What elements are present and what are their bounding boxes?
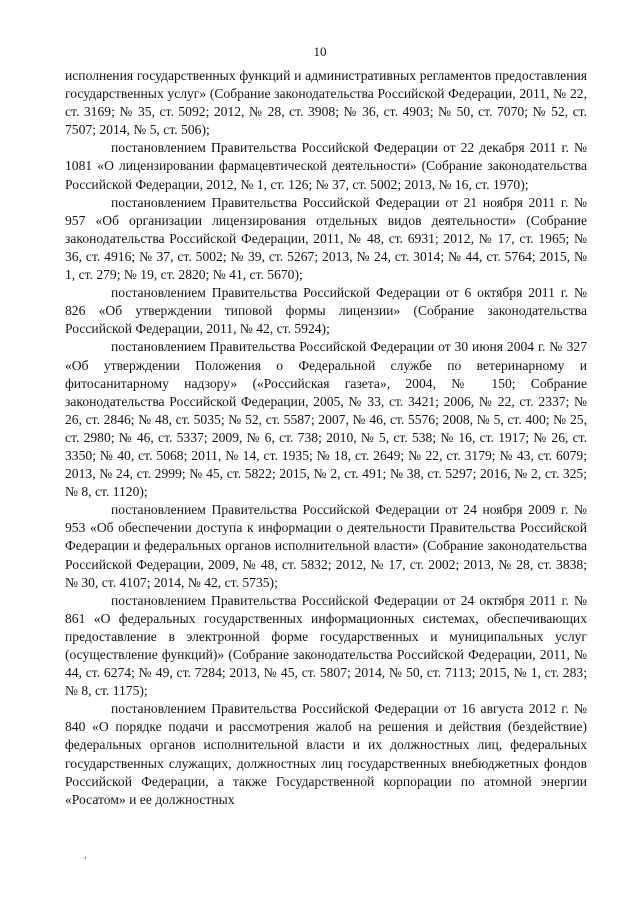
scan-speck <box>85 857 86 859</box>
paragraph-decree-1081: постановлением Правительства Российской Федерации от 22 декабря 2011 г. № 1081 «О лицензировании фармацевтической деятельности» (Собрание законодательства Российской Федерации, 2012, № 1, ст. 126; № 37, ст. 5002; 2013, № 16, ст. 1970); <box>65 140 587 192</box>
document-body <box>65 67 587 809</box>
paragraph-decree-861: постановлением Правительства Российской Федерации от 24 октября 2011 г. № 861 «О федеральных государственных информационных системах, обеспечивающих предоставление в электронной форме государственных и муниципальных услуг (осуществление функций)» (Собрание законодательства Российской Федерации, 2011, № 44, ст. 6274; № 49, ст. 7284; 2013, № 45, ст. 5807; 2014, № 50, ст. 7113; 2015, № 1, ст. 283; № 8, ст. 1175); <box>65 592 587 699</box>
paragraph-decree-957: постановлением Правительства Российской Федерации от 21 ноября 2011 г. № 957 «Об организации лицензирования отдельных видов деятельности» (Собрание законодательства Российской Федерации, 2011, № 48, ст. 6931; 2012, № 17, ст. 1965; № 36, ст. 4916; № 37, ст. 5002; № 39, ст. 5267; 2013, № 24, ст. 3014; № 44, ст. 5764; 2015, № 1, ст. 279; № 19, ст. 2820; № 41, ст. 5670); <box>65 194 587 283</box>
paragraph-decree-840: постановлением Правительства Российской Федерации от 16 августа 2012 г. № 840 «О порядке подачи и рассмотрения жалоб на решения и действия (бездействие) федеральных органов исполнительной власти и их должностных лиц, федеральных государственных служащих, должностных лиц государственных внебюджетных фондов Российской Федерации, а также Государственной корпорации по атомной энергии «Росатом» и ее должностных <box>65 701 587 807</box>
page-number: 10 <box>313 44 327 59</box>
paragraph-decree-953: постановлением Правительства Российской Федерации от 24 ноября 2009 г. № 953 «Об обеспечении доступа к информации о деятельности Правительства Российской Федерации и федеральных органов исполнительной власти» (Собрание законодательства Российской Федерации, 2009, № 48, ст. 5832; 2012, № 17, ст. 2002; 2013, № 28, ст. 3838; № 30, ст. 4107; 2014, № 42, ст. 5735); <box>65 502 587 590</box>
paragraph-decree-826: постановлением Правительства Российской Федерации от 6 октября 2011 г. № 826 «Об утверждении типовой формы лицензии» (Собрание законодательства Российской Федерации, 2011, № 42, ст. 5924); <box>65 285 587 337</box>
paragraph-continuation: исполнения государственных функций и административных регламентов предоставления государственных услуг» (Собрание законодательства Российской Федерации, 2011, № 22, ст. 3169; № 35, ст. 5092; 2012, № 28, ст. 3908; № 36, ст. 4903; № 50, ст. 7070; № 52, ст. 7507; 2014, № 5, ст. 506); <box>65 68 587 138</box>
paragraph-decree-327: постановлением Правительства Российской Федерации от 30 июня 2004 г. № 327 «Об утверждении Положения о Федеральной службе по ветеринарному и фитосанитарному надзору» («Российская газета», 2004, № 150; Собрание законодательства Российской Федерации, 2005, № 33, ст. 3421; 2006, № 22, ст. 2337; № 26, ст. 2846; № 48, ст. 5035; № 52, ст. 5587; 2007, № 46, ст. 5576; 2008, № 5, ст. 400; № 25, ст. 2980; № 46, ст. 5337; 2009, № 6, ст. 738; 2010, № 5, ст. 538; № 16, ст. 1917; № 26, ст. 3350; № 40, ст. 5068; 2011, № 14, ст. 1935; № 18, ст. 2649; № 22, ст. 3179; № 43, ст. 6079; 2013, № 24, ст. 2999; № 45, ст. 5822; 2015, № 2, ст. 491; № 38, ст. 5297; 2016, № 2, ст. 325; № 8, ст. 1120); <box>65 339 587 500</box>
